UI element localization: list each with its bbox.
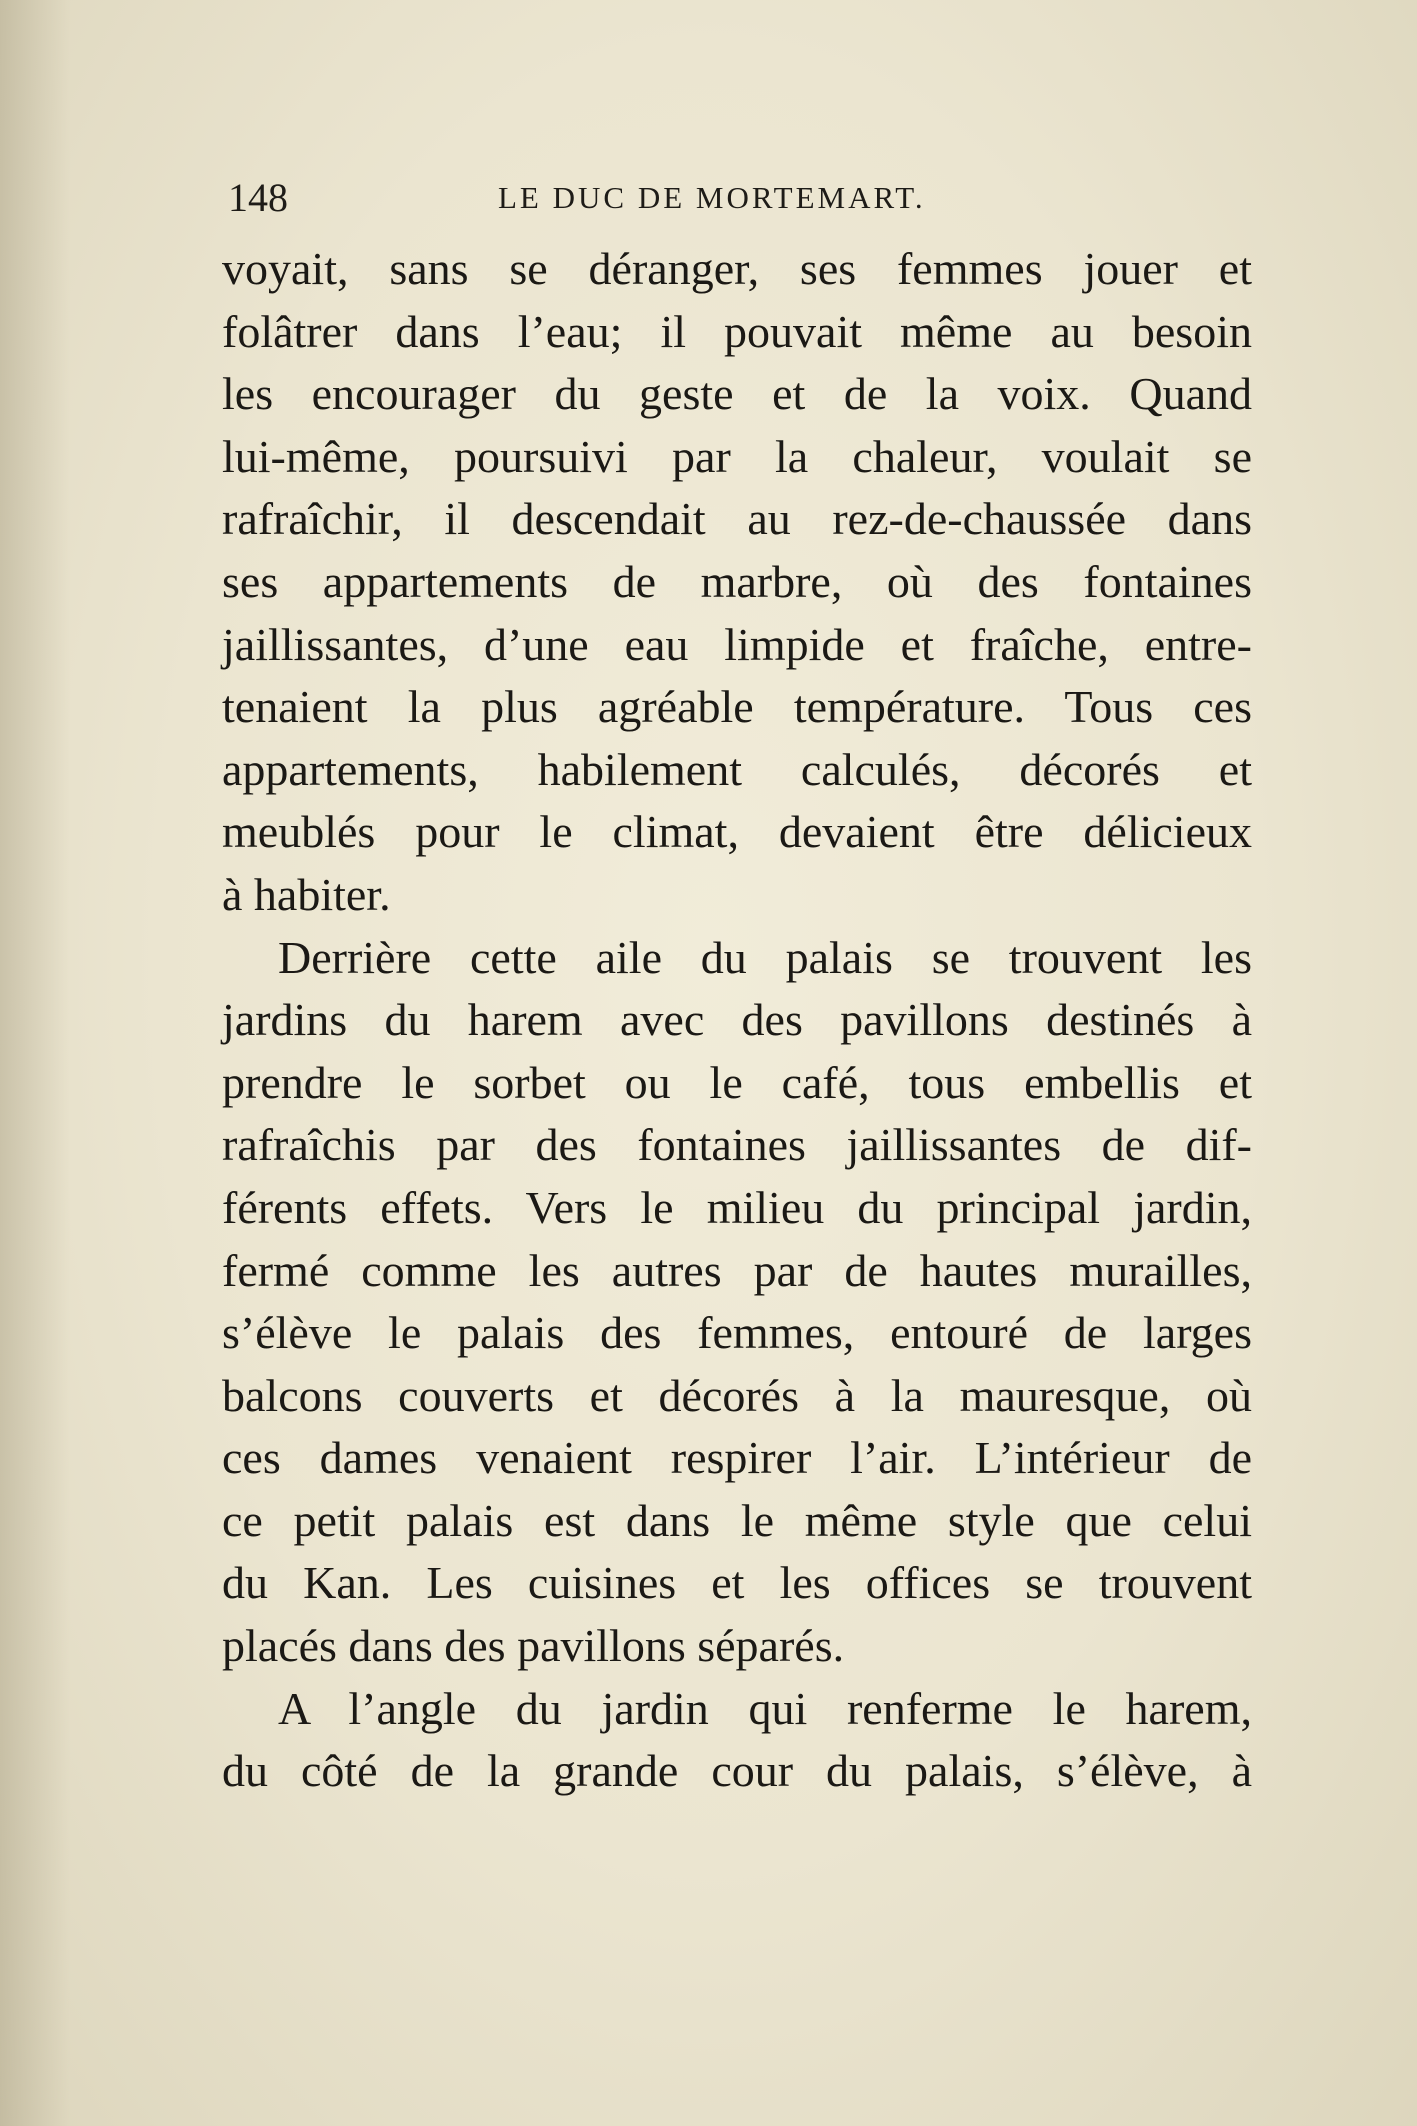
text-line: ses appartements de marbre, où des fontaines xyxy=(222,555,1252,607)
text-line: prendre le sorbet ou le café, tous embellis et xyxy=(222,1056,1252,1108)
text-line: ce petit palais est dans le même style que celui xyxy=(222,1494,1252,1546)
text-line: meublés pour le climat, devaient être délicieux xyxy=(222,806,1252,858)
paragraph-3 xyxy=(222,1678,1252,1803)
text-line: du côté de la grande cour du palais, s’élève, à xyxy=(222,1745,1252,1797)
paragraph-2 xyxy=(222,927,1252,1678)
text-line: lui-même, poursuivi par la chaleur, voulait se xyxy=(222,430,1252,482)
text-line: placés dans des pavillons séparés. xyxy=(222,1620,845,1672)
page-header xyxy=(228,170,1250,226)
text-line: rafraîchir, il descendait au rez-de-chaussée dans xyxy=(222,493,1252,545)
text-line: folâtrer dans l’eau; il pouvait même au besoin xyxy=(222,305,1252,357)
text-line: les encourager du geste et de la voix. Quand xyxy=(222,368,1252,420)
text-line: férents effets. Vers le milieu du principal jardin, xyxy=(222,1181,1252,1233)
text-line: s’élève le palais des femmes, entouré de larges xyxy=(222,1307,1252,1359)
body-text xyxy=(222,238,1252,1803)
text-line: A l’angle du jardin qui renferme le harem, xyxy=(278,1682,1252,1734)
text-line: fermé comme les autres par de hautes murailles, xyxy=(222,1244,1252,1296)
text-line: jaillissantes, d’une eau limpide et fraîche, entre- xyxy=(222,618,1252,670)
text-line: tenaient la plus agréable température. Tous ces xyxy=(222,681,1252,733)
text-line: du Kan. Les cuisines et les offices se trouvent xyxy=(222,1557,1252,1609)
page-number: 148 xyxy=(228,175,288,220)
paragraph-1 xyxy=(222,238,1252,927)
text-line: voyait, sans se déranger, ses femmes jouer et xyxy=(222,243,1252,294)
text-line: à habiter. xyxy=(222,868,391,920)
running-head: LE DUC DE MORTEMART. xyxy=(498,180,926,215)
text-line: appartements, habilement calculés, décorés et xyxy=(222,743,1252,795)
text-line: ces dames venaient respirer l’air. L’intérieur de xyxy=(222,1432,1252,1484)
text-line: rafraîchis par des fontaines jaillissantes de dif- xyxy=(222,1119,1252,1171)
text-line: balcons couverts et décorés à la mauresque, où xyxy=(222,1369,1252,1421)
text-line: jardins du harem avec des pavillons destinés à xyxy=(222,994,1252,1046)
text-line: Derrière cette aile du palais se trouvent les xyxy=(278,931,1252,983)
